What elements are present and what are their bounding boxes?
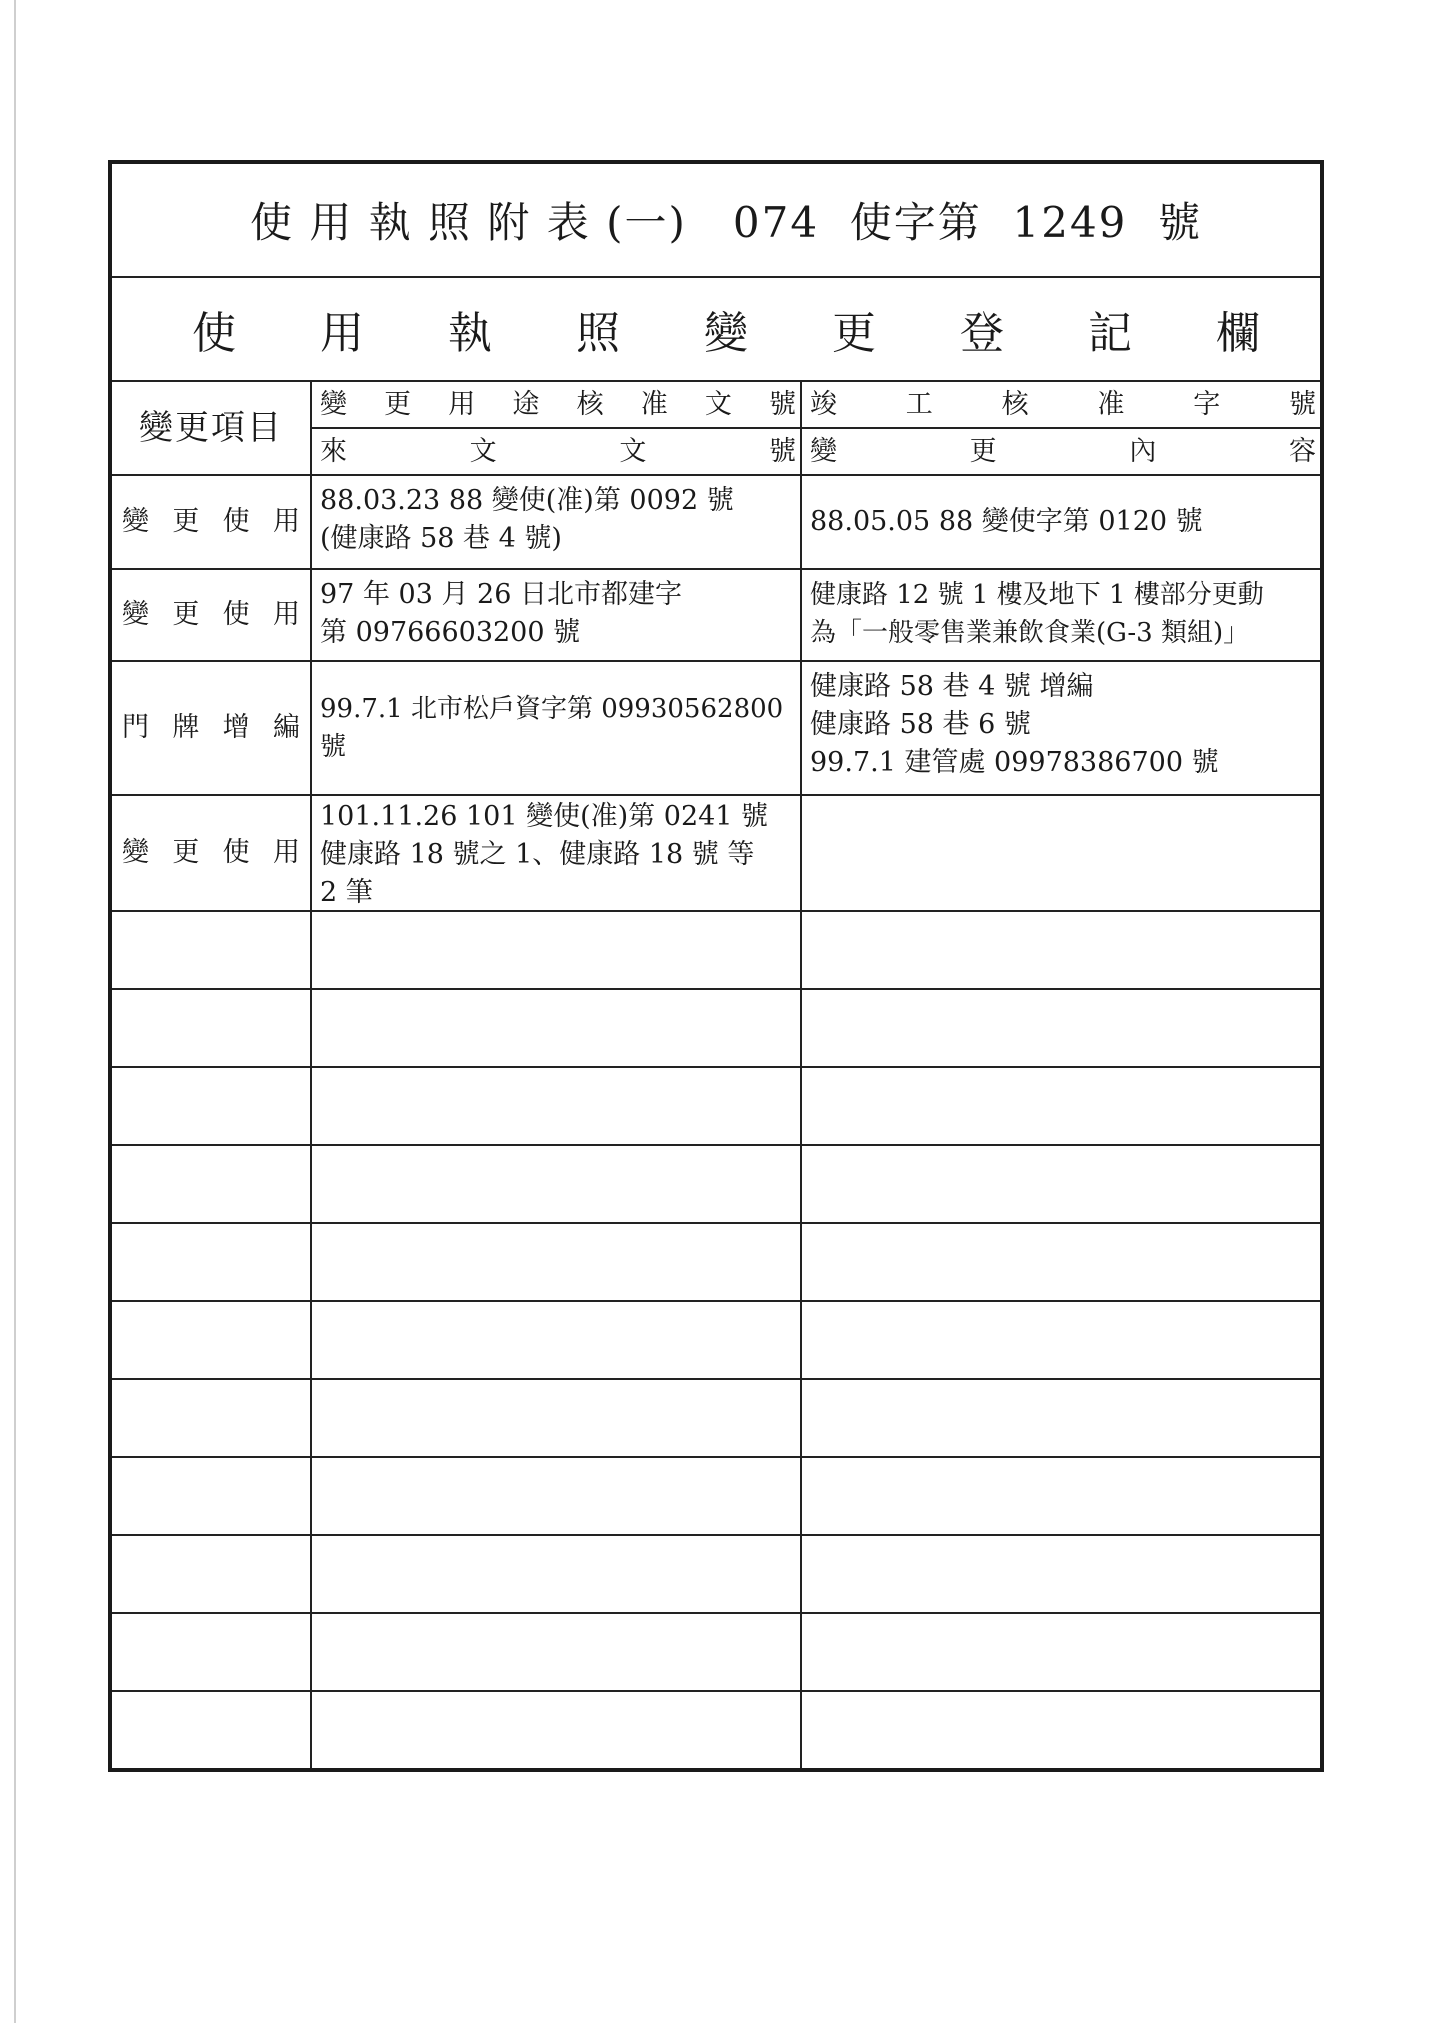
row-item xyxy=(112,662,310,794)
row-doc-no: 101.11.26 101 變使(准)第 0241 號 健康路 18 號之 1、健康路 18 號 等 2 筆 xyxy=(320,801,769,908)
subtitle-char: 照 xyxy=(576,308,620,359)
row-doc-no: 88.03.23 88 變使(准)第 0092 號 (健康路 58 巷 4 號) xyxy=(320,485,734,554)
row-item-char: 使 xyxy=(222,837,250,868)
row-content: 健康路 12 號 1 樓及地下 1 樓部分更動 為「一般零售業兼飲食業(G-3 類組)」 xyxy=(810,580,1264,648)
row-item xyxy=(112,570,310,660)
form-title: 使 用 執 照 附 表 (一) 074 使字第 1249 號 xyxy=(250,198,1203,247)
header-char: 號 xyxy=(768,435,796,467)
row-item-char: 增 xyxy=(222,712,250,743)
row-item-char: 更 xyxy=(172,837,200,868)
scan-edge xyxy=(14,0,16,2023)
subtitle-char: 用 xyxy=(320,308,364,359)
row-item-char: 變 xyxy=(122,599,149,630)
subtitle-char: 變 xyxy=(704,308,748,359)
row-item-char: 變 xyxy=(122,506,149,537)
row-item-char: 更 xyxy=(172,599,200,630)
header-char: 變 xyxy=(810,435,837,467)
row-item-char: 用 xyxy=(272,837,300,868)
row-item-char: 變 xyxy=(122,837,149,868)
header-change-content xyxy=(802,429,1320,474)
subtitle-char: 執 xyxy=(448,308,492,359)
header-char: 號 xyxy=(1288,388,1316,420)
row-content: 88.05.05 88 變使字第 0120 號 xyxy=(810,506,1203,537)
header-char: 准 xyxy=(1097,388,1125,420)
row-item-char: 使 xyxy=(222,506,250,537)
subtitle-char: 更 xyxy=(832,308,876,359)
row-item xyxy=(112,476,310,568)
row-content xyxy=(802,796,1320,910)
form-subtitle xyxy=(112,278,1320,380)
header-char: 更 xyxy=(384,388,412,420)
subtitle-char: 欄 xyxy=(1216,308,1260,359)
row-item-char: 門 xyxy=(122,712,149,743)
header-char: 文 xyxy=(469,435,497,467)
row-doc-no: 99.7.1 北市松戶資字第 09930562800 號 xyxy=(320,694,784,762)
row-item-char: 編 xyxy=(272,712,300,743)
subtitle-char: 登 xyxy=(960,308,1004,359)
header-char: 更 xyxy=(969,435,997,467)
header-change-item: 變更項目 xyxy=(139,408,283,448)
subtitle-char: 使 xyxy=(192,308,236,359)
row-doc-no: 97 年 03 月 26 日北市都建字 第 09766603200 號 xyxy=(320,579,682,648)
row-item-char: 用 xyxy=(272,506,300,537)
row-item xyxy=(112,796,310,910)
header-incoming-doc-no xyxy=(312,429,800,474)
row-item-char: 更 xyxy=(172,506,200,537)
header-char: 用 xyxy=(448,388,476,420)
header-char: 途 xyxy=(512,388,540,420)
header-char: 文 xyxy=(704,388,732,420)
row-item-char: 牌 xyxy=(172,712,200,743)
header-char: 容 xyxy=(1288,435,1316,467)
header-char: 核 xyxy=(576,388,604,420)
row-content: 健康路 58 巷 4 號 增編 健康路 58 巷 6 號 99.7.1 建管處 09978386700 號 xyxy=(810,671,1219,778)
row-item-char: 用 xyxy=(272,599,300,630)
header-char: 來 xyxy=(320,435,347,467)
license-change-form xyxy=(108,160,1324,1772)
row-item-char: 使 xyxy=(222,599,250,630)
header-completion-approval-no xyxy=(802,382,1320,427)
header-char: 工 xyxy=(905,388,933,420)
header-char: 核 xyxy=(1001,388,1029,420)
header-char: 文 xyxy=(619,435,647,467)
header-approval-doc-no xyxy=(312,382,800,427)
header-char: 內 xyxy=(1129,435,1157,467)
header-char: 竣 xyxy=(810,388,837,420)
header-char: 字 xyxy=(1193,388,1221,420)
header-char: 變 xyxy=(320,388,347,420)
subtitle-char: 記 xyxy=(1088,308,1132,359)
header-char: 號 xyxy=(768,388,796,420)
header-char: 准 xyxy=(640,388,668,420)
